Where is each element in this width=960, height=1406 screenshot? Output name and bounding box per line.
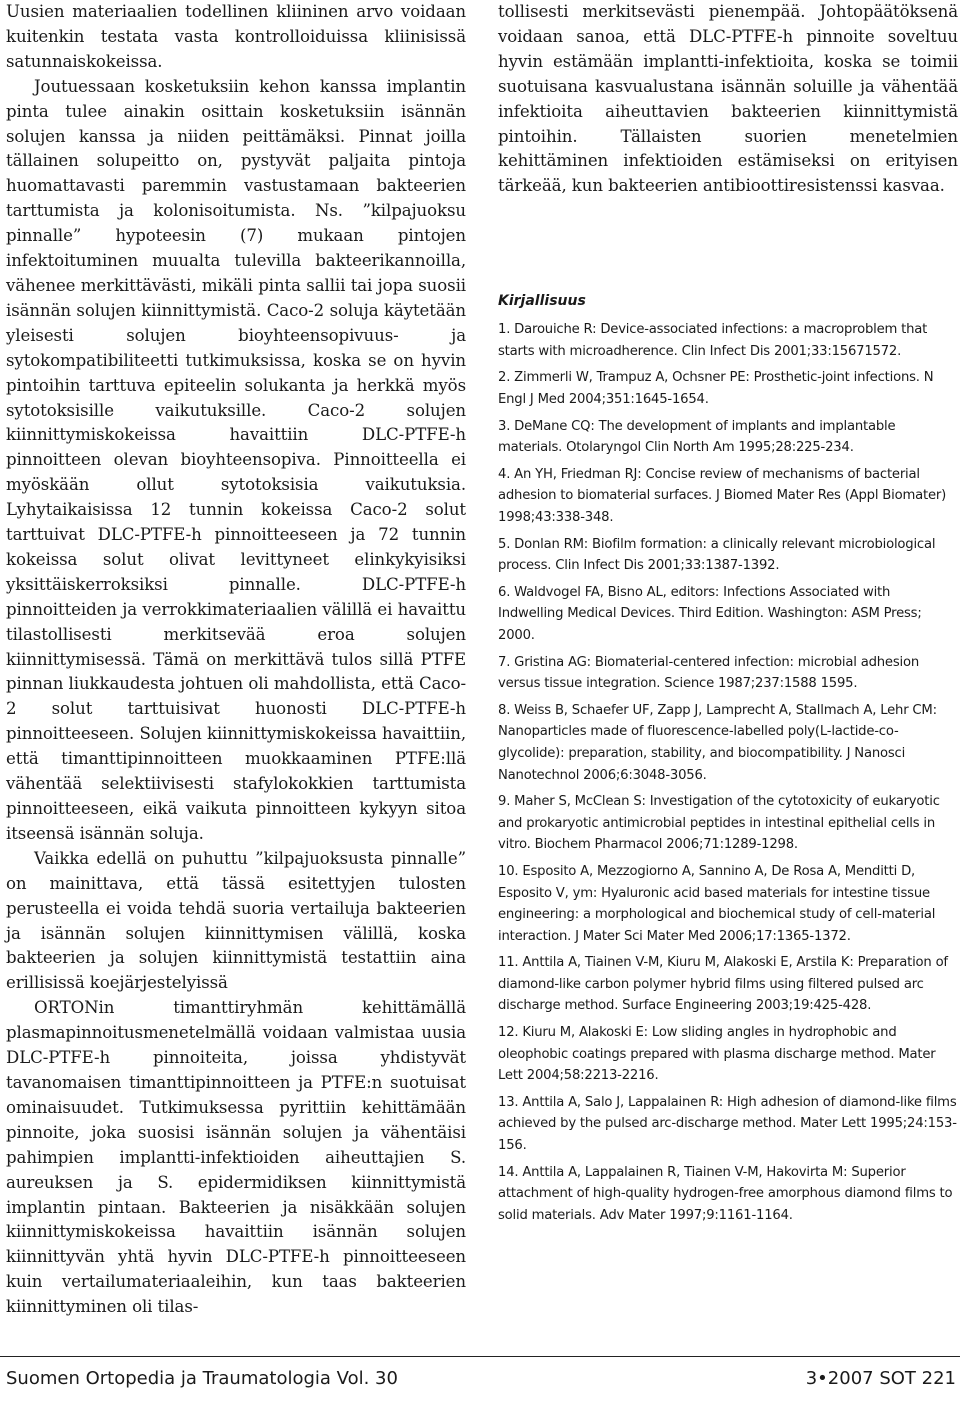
- right-text-column: [498, 0, 958, 1231]
- body-paragraph-continuation: tollisesti merkitsevästi pienempää. Johtopäätöksenä voidaan sanoa, että DLC-PTFE-h pinnoite soveltuu hyvin estämään implantti-infektioita, koska se toimii suotuisana kasvualustana isännän soluille ja vähentää infektioita aiheuttavien bakteerien kiinnittymistä pintoihin. Tällaisten suorien menetelmien kehittäminen infektioiden estämiseksi on erityisen tärkeää, kun bakteerien antibioottiresistenssi kasvaa.: [498, 2, 958, 196]
- left-text-column: [6, 0, 466, 1320]
- reference-item: 10. Esposito A, Mezzogiorno A, Sannino A, De Rosa A, Menditti D, Esposito V, ym: Hyaluronic acid based materials for intestine tissue engineering: a morphological and biochemical study of cell-material interaction. J Mater Sci Mater Med 2006;17:1365-1372.: [498, 863, 936, 944]
- reference-item: 11. Anttila A, Tiainen V-M, Kiuru M, Alakoski E, Arstila K: Preparation of diamond-like carbon polymer hybrid films using filtered pulsed arc discharge method. Surface Engineering 2003;19:425-428.: [498, 955, 948, 1014]
- body-paragraph: Uusien materiaalien todellinen kliininen arvo voidaan kuitenkin testata vasta kontrolloiduissa kliinisissä satunnaiskokeissa.: [6, 2, 466, 71]
- reference-item: 6. Waldvogel FA, Bisno AL, editors: Infections Associated with Indwelling Medical Devices. Third Edition. Washington: ASM Press; 2000.: [498, 584, 922, 643]
- references-heading: Kirjallisuus: [498, 293, 586, 310]
- body-paragraph: Vaikka edellä on puhuttu ”kilpajuoksusta pinnalle” on mainittava, että tässä esitettyjen tulosten perusteella ei voida tehdä suoria vertailuja bakteerien ja isännän solujen kiinnittymisen välillä, koska bakteerien ja solujen kiinnittymistä testattiin aina erillisissä koejärjestelyissä: [6, 848, 466, 993]
- footer-journal-name: Suomen Ortopedia ja Traumatologia Vol. 30: [6, 1368, 398, 1389]
- references-list: [498, 319, 958, 1226]
- reference-item: 14. Anttila A, Lappalainen R, Tiainen V-M, Hakovirta M: Superior attachment of high-quality hydrogen-free amorphous diamond films to solid materials. Adv Mater 1997;9:1161-1164.: [498, 1164, 953, 1223]
- footer-divider: [0, 1356, 960, 1357]
- reference-item: 3. DeMane CQ: The development of implants and implantable materials. Otolaryngol Clin North Am 1995;28:225-234.: [498, 418, 896, 456]
- reference-item: 4. An YH, Friedman RJ: Concise review of mechanisms of bacterial adhesion to biomaterial surfaces. J Biomed Mater Res (Appl Biomater) 1998;43:338-348.: [498, 466, 947, 525]
- reference-item: 12. Kiuru M, Alakoski E: Low sliding angles in hydrophobic and oleophobic coatings prepared with plasma discharge method. Mater Lett 2004;58:2213-2216.: [498, 1025, 936, 1084]
- reference-item: 7. Gristina AG: Biomaterial-centered infection: microbial adhesion versus tissue integration. Science 1987;237:1588 1595.: [498, 654, 919, 692]
- footer-issue-page: 3•2007 SOT 221: [805, 1368, 956, 1389]
- reference-item: 2. Zimmerli W, Trampuz A, Ochsner PE: Prosthetic-joint infections. N Engl J Med 2004;351:1645-1654.: [498, 370, 934, 408]
- reference-item: 5. Donlan RM: Biofilm formation: a clinically relevant microbiological process. Clin Infect Dis 2001;33:1387-1392.: [498, 536, 936, 574]
- reference-item: 8. Weiss B, Schaefer UF, Zapp J, Lamprecht A, Stallmach A, Lehr CM: Nanoparticles made of fluorescence-labelled poly(L-lactide-co-glycolide): preparation, stability, and biocompatibility. J Nanosci Nanotechnol 2006;6:3048-3056.: [498, 702, 937, 783]
- reference-item: 13. Anttila A, Salo J, Lappalainen R: High adhesion of diamond-like films achieved by the pulsed arc-discharge method. Mater Lett 1995;24:153-156.: [498, 1094, 957, 1154]
- body-paragraph: ORTONin timanttiryhmän kehittämällä plasmapinnoitusmenetelmällä voidaan valmistaa uusia DLC-PTFE-h pinnoiteita, joissa yhdistyvät tavanomaisen timanttipinnoitteen ja PTFE:n suotuisat ominaisuudet. Tutkimuksessa pyrittiin kehittämään pinnoite, joka suosisi isännän solujen ja vähentäisi pahimpien implantti-infektioiden aiheuttajien S. aureuksen ja S. epidermidiksen kiinnittymistä implantin pintaan. Bakteerien ja nisäkkään solujen kiinnittymiskokeissa havaittiin isännän solujen kiinnittyvän yhtä hyvin DLC-PTFE-h pinnoitteeseen kuin vertailumateriaaleihin, kun taas bakteerien kiinnittyminen oli tilas-: [6, 998, 466, 1317]
- reference-item: 1. Darouiche R: Device-associated infections: a macroproblem that starts with microadherence. Clin Infect Dis 2001;33:15671572.: [498, 322, 928, 359]
- reference-item: 9. Maher S, McClean S: Investigation of the cytotoxicity of eukaryotic and prokaryotic antimicrobial peptides in intestinal epithelial cells in vitro. Biochem Pharmacol 2006;71:1289-1298.: [498, 794, 940, 853]
- body-paragraph: Joutuessaan kosketuksiin kehon kanssa implantin pinta tulee ainakin osittain kosketuksiin isännän solujen kanssa ja niiden peittämäksi. Pinnat joilla tällainen solupeitto on, pystyvät paljaita pintoja huomattavasti paremmin vastustamaan bakteerien tarttumista ja kolonisoitumista. Ns. ”kilpajuoksu pinnalle” hypoteesin (7) mukaan pintojen infektoituminen muualta tulevilla bakteerikannoilla, vähenee merkittävästi, mikäli pinta sallii tai jopa suosii isännän solujen kiinnittymistä. Caco-2 soluja käytetään yleisesti solujen bioyhteensopivuus- ja sytokompatibiliteetti tutkimuksissa, koska se on hyvin pintoihin tarttuva epiteelin solukanta ja herkkä myös sytotoksisille vaikutuksille. Caco-2 solujen kiinnittymiskokeissa havaittiin DLC-PTFE-h pinnoitteen olevan bioyhteensopiva. Pinnoitteella ei myöskään ollut sytotoksisia vaikutuksia. Lyhytaikaisissa 12 tunnin kokeissa Caco-2 solut tarttuivat DLC-PTFE-h pinnoitteeseen ja 72 tunnin kokeissa solut olivat levittyneet elinkykyisiksi yksittäiskerroksiksi pinnalle. DLC-PTFE-h pinnoitteiden ja verrokkimateriaalien välillä ei havaittu tilastollisesti merkitsevää eroa solujen kiinnittymisessä. Tämä on merkittävä tulos sillä PTFE pinnan liukkaudesta johtuen oli mahdollista, että Caco-2 solut tarttuisivat huonosti DLC-PTFE-h pinnoitteeseen. Solujen kiinnittymiskokeissa havaittiin, että timanttipinnoitteen muokkaaminen PTFE:llä vähentää selektiivisesti stafylokokkien tarttumista pinnoitteeseen, eikä vaikuta pinnoitteen kykyyn sitoa itseensä isännän soluja.: [6, 76, 466, 843]
